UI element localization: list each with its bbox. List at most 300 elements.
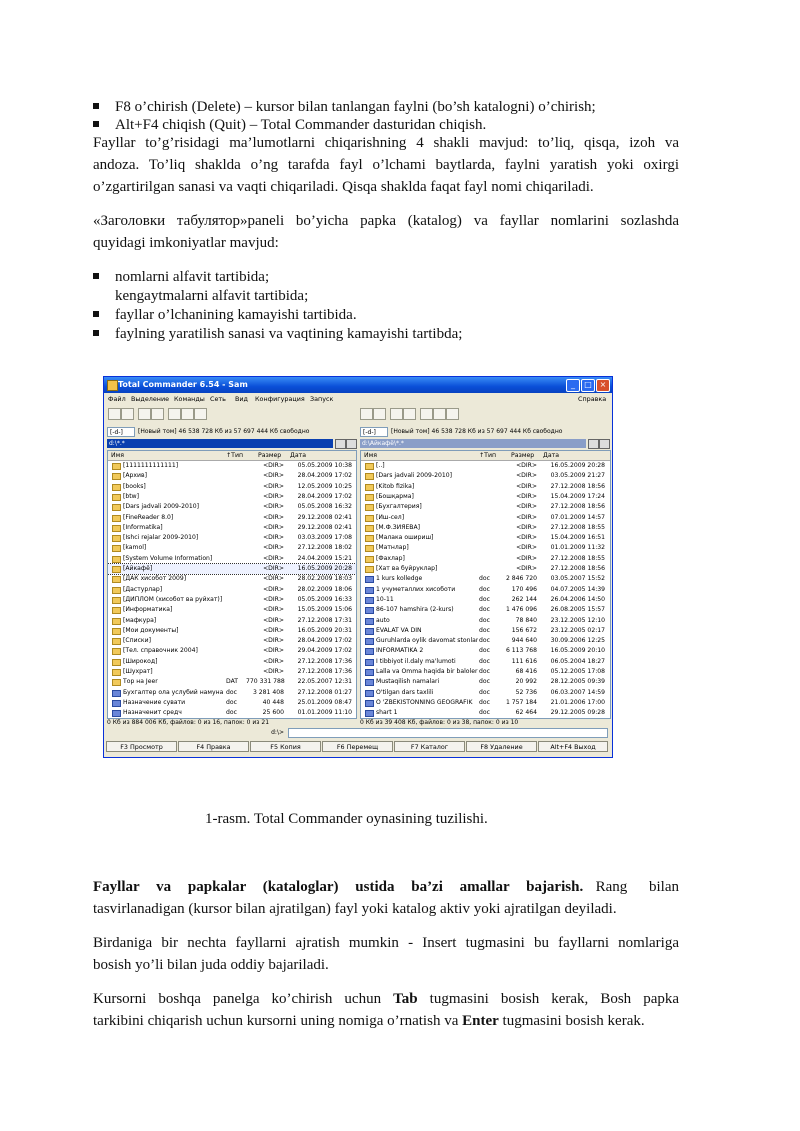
file-ext: doc [226, 688, 237, 696]
minimize-icon[interactable]: _ [566, 379, 580, 392]
header-size[interactable]: Размер [258, 452, 282, 459]
file-date: 29.04.2009 17:02 [297, 647, 352, 655]
file-date: 06.05.2004 18:27 [550, 657, 605, 665]
folder-icon [365, 463, 374, 470]
file-date: 29.12.2005 09:28 [550, 709, 605, 717]
paragraph-line: «Заголовки табулятор»paneli bo’yicha papka (katalog) va fayllar nomlarini sozlashda [93, 213, 679, 229]
file-name: EVALAT VA DIN [376, 626, 422, 634]
folder-icon [365, 504, 374, 511]
file-size: <DIR> [263, 472, 284, 480]
up-icon[interactable] [446, 408, 459, 420]
file-size: <DIR> [516, 554, 537, 562]
file-name: Бухгалтер ола услубий намуна [123, 688, 224, 696]
file-ext: doc [479, 688, 490, 696]
file-row[interactable] [361, 502, 610, 512]
drive-e-icon[interactable] [151, 408, 164, 420]
bullet-square-icon [93, 103, 99, 109]
file-size: <DIR> [516, 523, 537, 531]
file-size: <DIR> [263, 513, 284, 521]
folder-icon [112, 628, 121, 635]
file-date: 25.01.2009 08:47 [297, 698, 352, 706]
file-row[interactable] [108, 688, 356, 698]
folder-icon [112, 556, 121, 563]
file-row[interactable] [361, 616, 610, 626]
file-row[interactable] [108, 513, 356, 523]
file-size: <DIR> [263, 492, 284, 500]
paragraph-line: Birdaniga bir nechta fayllarni ajratish mumkin - Insert tugmasini bu fayllarni nomlariga [93, 935, 679, 951]
folder-icon [365, 545, 374, 552]
file-size: 170 496 [511, 585, 537, 593]
file-name: shart 1 [376, 709, 398, 717]
drive-d-icon[interactable] [390, 408, 403, 420]
list-text: fayllar o’lchanining kamayishi tartibida. [115, 307, 357, 323]
file-size: <DIR> [516, 462, 537, 469]
file-ext: doc [479, 709, 490, 717]
history-icon[interactable] [335, 439, 346, 449]
folder-icon [112, 618, 121, 625]
folder-icon [365, 515, 374, 522]
left-file-panel[interactable] [107, 450, 357, 719]
folder-icon [365, 525, 374, 532]
file-date: 16.05.2009 20:28 [297, 565, 352, 572]
file-size: <DIR> [263, 637, 284, 645]
file-ext: doc [479, 616, 490, 624]
file-ext: doc [479, 698, 490, 706]
file-name: Тор на Jeer [123, 678, 158, 686]
file-date: 15.04.2009 17:24 [550, 492, 605, 500]
folder-icon [112, 494, 121, 501]
bullet-square-icon [93, 330, 99, 336]
file-name: [Хат ва буйруклар] [376, 565, 438, 572]
file-ext: doc [479, 678, 490, 686]
folder-icon [365, 556, 374, 563]
file-name: [FineReader 8.0] [123, 513, 174, 521]
file-date: 06.03.2007 14:59 [550, 688, 605, 696]
folder-icon [112, 535, 121, 542]
file-date: 21.01.2006 17:00 [550, 698, 605, 706]
file-name: [Иш-сел] [376, 513, 405, 521]
file-row[interactable] [361, 523, 610, 533]
file-size: <DIR> [263, 534, 284, 542]
document-icon [365, 607, 374, 614]
file-size: <DIR> [263, 554, 284, 562]
file-row[interactable] [108, 708, 356, 718]
bullet-text: Alt+F4 chiqish (Quit) – Total Commander dasturidan chiqish. [115, 117, 487, 133]
menu-item[interactable]: Сеть [210, 395, 226, 403]
paragraph-line: andoza. To’liq shaklda o’ng tarafda fayl o’lchami baytlarda, faylni yaratish yoki oxirgi [93, 157, 679, 173]
file-name: [мафкура] [123, 616, 157, 624]
file-name: [ДАК хисобот 2009] [123, 575, 187, 583]
file-date: 27.12.2008 18:55 [550, 554, 605, 562]
drive-a-icon[interactable] [360, 408, 373, 420]
file-name: O'tilgan dars taxlili [376, 688, 434, 696]
folder-icon [365, 473, 374, 480]
app-icon [107, 380, 118, 391]
header-date[interactable]: Дата [543, 452, 560, 459]
drive-f-icon[interactable] [168, 408, 181, 420]
document-icon [365, 669, 374, 676]
left-drive-select[interactable]: [-d-] [107, 427, 135, 437]
folder-icon [112, 638, 121, 645]
file-date: 28.04.2009 17:02 [297, 637, 352, 645]
bullet-square-icon [93, 121, 99, 127]
menu-item[interactable]: Выделение [131, 395, 170, 403]
folder-icon [112, 566, 121, 573]
left-status-bar: 0 Кб из 884 006 Кб, файлов: 0 из 16, папок: 0 из 21 [107, 719, 270, 726]
root-icon[interactable] [181, 408, 194, 420]
folder-icon [112, 515, 121, 522]
file-name: Назначение сувати [123, 698, 186, 706]
folder-icon [112, 463, 121, 470]
file-row[interactable] [108, 626, 356, 636]
file-ext: doc [479, 595, 490, 603]
folder-icon [112, 504, 121, 511]
file-date: 23.12.2005 02:17 [550, 626, 605, 634]
file-date: 16.05.2009 20:10 [550, 647, 605, 655]
file-row[interactable] [108, 574, 356, 584]
file-size: <DIR> [263, 503, 284, 511]
file-size: <DIR> [263, 544, 284, 552]
file-date: 28.02.2009 18:06 [297, 585, 352, 593]
dropdown-icon[interactable] [599, 439, 610, 449]
f6-move-button[interactable]: F6 Перемещ [322, 741, 393, 752]
file-name: 86-107 hamshira (2-kurs) [376, 606, 454, 614]
file-row[interactable] [108, 502, 356, 512]
file-name: [books] [123, 482, 146, 490]
window-title: Total Commander 6.54 - Sam [118, 380, 248, 389]
folder-icon [365, 494, 374, 501]
file-name: [ДИПЛОМ (хисобот ва руйхат)] [123, 595, 223, 603]
file-name: 1 kurs kolledge [376, 575, 423, 583]
header-type[interactable]: ↑Тип [226, 452, 244, 459]
folder-icon [112, 484, 121, 491]
file-date: 23.12.2005 12:10 [550, 616, 605, 624]
file-row[interactable] [108, 461, 356, 471]
file-row[interactable] [108, 482, 356, 492]
file-row[interactable] [361, 564, 610, 574]
file-row[interactable] [108, 492, 356, 502]
file-size: <DIR> [516, 472, 537, 480]
paragraph-text: tarkibini chiqarish uchun kursorni uning nomiga o’rnatish va [93, 1013, 459, 1029]
header-date[interactable]: Дата [290, 452, 307, 459]
file-row[interactable] [361, 657, 610, 667]
header-name[interactable]: Имя [111, 452, 125, 459]
paragraph-text: Rang bilan [595, 879, 679, 895]
history-icon[interactable] [588, 439, 599, 449]
file-name: Назначенит средч [123, 709, 182, 717]
file-date: 15.05.2009 15:06 [297, 606, 352, 614]
file-size: 20 992 [515, 678, 537, 686]
title-bar [104, 377, 612, 393]
file-date: 05.05.2009 10:38 [297, 462, 352, 469]
file-row[interactable] [361, 595, 610, 605]
file-name: [Айкафё] [123, 565, 153, 572]
file-name: INFORMATIKA 2 [376, 647, 424, 655]
file-name: [Архив] [123, 472, 147, 480]
folder-icon [112, 607, 121, 614]
file-row[interactable] [361, 482, 610, 492]
file-row[interactable] [108, 657, 356, 667]
file-name: [Списки] [123, 637, 151, 645]
bullet-square-icon [93, 311, 99, 317]
file-row[interactable] [108, 585, 356, 595]
file-row[interactable] [108, 605, 356, 615]
file-row[interactable] [361, 543, 610, 553]
file-size: <DIR> [263, 482, 284, 490]
maximize-icon[interactable]: □ [581, 379, 595, 392]
file-date: 30.09.2006 12:25 [550, 637, 605, 645]
f7-mkdir-button[interactable]: F7 Каталог [394, 741, 465, 752]
paragraph-line: bosish yo’li bilan juda oddiy bajariladi. [93, 957, 329, 973]
file-size: <DIR> [516, 513, 537, 521]
key-name: Tab [393, 991, 418, 1007]
file-ext: doc [479, 647, 490, 655]
file-size: 78 840 [515, 616, 537, 624]
drive-c-icon[interactable] [373, 408, 386, 420]
file-name: Guruhlarda oylik davomat stonlar [376, 637, 478, 645]
file-row[interactable] [361, 708, 610, 718]
file-name: I tibbiyot il.daly ma'lumoti [376, 657, 456, 665]
file-date: 26.08.2005 15:57 [550, 606, 605, 614]
file-row[interactable] [361, 492, 610, 502]
file-row[interactable] [108, 523, 356, 533]
document-icon [365, 659, 374, 666]
paragraph-line [93, 1010, 679, 1032]
file-name: [btw] [123, 492, 139, 500]
file-name: Mustaqilish namalari [376, 678, 440, 686]
menu-item[interactable]: Файл [108, 395, 126, 403]
up-icon[interactable] [194, 408, 207, 420]
document-icon [365, 690, 374, 697]
figure-caption: 1-rasm. Total Commander oynasining tuzilishi. [205, 811, 488, 827]
file-date: 03.05.2009 21:27 [550, 472, 605, 480]
file-date: 28.04.2009 17:02 [297, 472, 352, 480]
file-name: [kamol] [123, 544, 147, 552]
file-row[interactable] [361, 667, 610, 677]
bullet-square-icon [93, 273, 99, 279]
file-row[interactable] [361, 533, 610, 543]
file-size: <DIR> [263, 585, 284, 593]
drive-d-icon[interactable] [138, 408, 151, 420]
file-date: 15.04.2009 16:51 [550, 534, 605, 542]
file-date: 22.05.2007 12:31 [297, 678, 352, 686]
folder-icon [112, 648, 121, 655]
folder-icon [112, 587, 121, 594]
paragraph-text: tugmasini bosish kerak. [502, 1013, 645, 1029]
file-row[interactable] [361, 626, 610, 636]
document-icon [365, 648, 374, 655]
file-row[interactable] [361, 471, 610, 481]
file-name: [Ishci rejalar 2009-2010] [123, 534, 199, 542]
close-icon[interactable]: × [596, 379, 610, 392]
folder-icon [365, 484, 374, 491]
file-name: [System Volume Information] [123, 554, 213, 562]
file-name: [Dars jadvali 2009-2010] [123, 503, 199, 511]
file-size: <DIR> [516, 565, 537, 572]
function-key-bar [106, 741, 608, 753]
file-row[interactable] [361, 646, 610, 656]
file-size: 944 640 [511, 637, 537, 645]
file-name: [Бухгалтерия] [376, 503, 422, 511]
file-date: 24.04.2009 15:21 [297, 554, 352, 562]
file-ext: doc [479, 575, 490, 583]
file-row[interactable] [361, 513, 610, 523]
file-size: 40 448 [262, 698, 284, 706]
file-row[interactable] [361, 605, 610, 615]
paragraph-line [93, 876, 679, 898]
file-size: 1 476 096 [505, 606, 537, 614]
drive-f-icon[interactable] [420, 408, 433, 420]
f4-edit-button[interactable]: F4 Правка [178, 741, 249, 752]
file-ext: doc [479, 585, 490, 593]
bullet-text: F8 o’chirish (Delete) – kursor bilan tanlangan faylni (bo’sh katalogni) o’chirish; [115, 99, 596, 115]
menu-item[interactable]: Команды [174, 395, 205, 403]
folder-icon [112, 659, 121, 666]
file-row[interactable] [361, 554, 610, 564]
f8-delete-button[interactable]: F8 Удаление [466, 741, 537, 752]
document-icon [112, 710, 121, 717]
file-row[interactable] [361, 636, 610, 646]
drive-a-icon[interactable] [108, 408, 121, 420]
file-size: 25 600 [262, 709, 284, 717]
file-date: 27.12.2008 18:55 [550, 523, 605, 531]
paragraph-text: tugmasini bosish kerak, Bosh papka [429, 991, 680, 1007]
folder-icon [365, 535, 374, 542]
file-date: 28.02.2009 18:03 [297, 575, 352, 583]
file-size: <DIR> [263, 668, 284, 675]
file-size: <DIR> [263, 523, 284, 531]
column-headers [108, 451, 356, 461]
document-icon [365, 710, 374, 717]
file-row[interactable] [361, 585, 610, 595]
header-type[interactable]: ↑Тип [479, 452, 497, 459]
menu-item[interactable]: Конфигурация [255, 395, 305, 403]
left-path-bar[interactable]: d:\*.* [107, 439, 333, 448]
paragraph-line: tasvirlanadigan (kursor bilan ajratilgan) fayl yoki katalog aktiv yoki ajratilgan deyiladi. [93, 901, 617, 917]
file-date: 26.04.2006 14:50 [550, 595, 605, 603]
file-ext: doc [226, 698, 237, 706]
file-row[interactable] [108, 564, 356, 574]
file-row[interactable] [108, 667, 356, 677]
right-file-panel[interactable] [360, 450, 611, 719]
folder-icon [112, 669, 121, 676]
left-drive-info: [Новый том] 46 538 728 Кб из 57 697 444 Кб свободно [138, 428, 310, 435]
file-name: 10-11 [376, 595, 394, 603]
file-date: 04.07.2005 14:39 [550, 585, 605, 593]
file-row[interactable] [361, 688, 610, 698]
paragraph-line: o’zgartirilgan sanasi va vaqti chiqariladi. Qisqa shaklda faqat fayl nomi chiqariladi. [93, 179, 594, 195]
file-name: [Фахлар] [376, 554, 405, 562]
file-date: 27.12.2008 17:31 [297, 616, 352, 624]
file-name: [Тел. справочник 2004] [123, 647, 198, 655]
total-commander-window [103, 376, 613, 758]
document-icon [112, 700, 121, 707]
file-name: O 'ZBEKISTONNING GEOGRAFIK [376, 698, 473, 706]
file-row[interactable] [108, 698, 356, 708]
file-row[interactable] [361, 698, 610, 708]
document-icon [365, 576, 374, 583]
file-size: <DIR> [263, 575, 284, 583]
file-size: 52 736 [515, 688, 537, 696]
file-size: 111 616 [511, 657, 537, 665]
document-icon [112, 690, 121, 697]
file-row[interactable] [108, 543, 356, 553]
file-size: <DIR> [263, 626, 284, 634]
file-row[interactable] [108, 554, 356, 564]
file-ext: doc [479, 606, 490, 614]
file-row[interactable] [108, 677, 356, 687]
left-drive-toolbar [108, 408, 358, 420]
file-size: 68 416 [515, 668, 537, 675]
file-size: <DIR> [516, 492, 537, 500]
menu-bar [104, 394, 612, 404]
file-name: [Широкод] [123, 657, 158, 665]
drive-c-icon[interactable] [121, 408, 134, 420]
paragraph-line [93, 988, 679, 1010]
file-row[interactable] [361, 574, 610, 584]
header-name[interactable]: Имя [364, 452, 378, 459]
file-date: 27.12.2008 18:56 [550, 565, 605, 572]
right-drive-toolbar [360, 408, 610, 420]
file-name: 1 учуметаллиx хисоботи [376, 585, 456, 593]
file-row[interactable] [108, 636, 356, 646]
command-line-input[interactable] [288, 728, 608, 738]
file-date: 27.12.2008 18:02 [297, 544, 352, 552]
file-row[interactable] [108, 471, 356, 481]
file-ext: doc [479, 657, 490, 665]
f5-copy-button[interactable]: F5 Копия [250, 741, 321, 752]
paragraph-text: Kursorni boshqa panelga ko’chirish uchun [93, 991, 382, 1007]
file-date: 28.12.2005 09:39 [550, 678, 605, 686]
file-row[interactable] [361, 461, 610, 471]
file-name: [Информатика] [123, 606, 173, 614]
document-icon [365, 587, 374, 594]
menu-item-help[interactable]: Справка [578, 395, 607, 403]
dropdown-icon[interactable] [346, 439, 357, 449]
right-path-bar[interactable]: d:\Айкафё\*.* [360, 439, 586, 448]
file-size: <DIR> [263, 647, 284, 655]
document-icon [112, 679, 121, 686]
altf4-exit-button[interactable]: Alt+F4 Выход [538, 741, 608, 752]
f3-view-button[interactable]: F3 Просмотр [106, 741, 177, 752]
file-name: [Kitob fizika] [376, 482, 415, 490]
file-date: 27.12.2008 18:56 [550, 482, 605, 490]
drive-e-icon[interactable] [403, 408, 416, 420]
folder-icon [365, 566, 374, 573]
file-name: auto [376, 616, 390, 624]
file-row[interactable] [108, 533, 356, 543]
file-size: <DIR> [516, 482, 537, 490]
menu-item[interactable]: Запуск [310, 395, 334, 403]
header-size[interactable]: Размер [511, 452, 535, 459]
menu-item[interactable]: Вид [235, 395, 248, 403]
file-row[interactable] [108, 646, 356, 656]
file-name: [Бошқарма] [376, 492, 414, 500]
root-icon[interactable] [433, 408, 446, 420]
paragraph-line: quyidagi imkoniyatlar mavjud: [93, 235, 279, 251]
file-name: [Dars jadvali 2009-2010] [376, 472, 452, 480]
file-row[interactable] [108, 595, 356, 605]
file-size: <DIR> [516, 534, 537, 542]
file-row[interactable] [108, 616, 356, 626]
folder-icon [112, 597, 121, 604]
file-date: 01.01.2009 11:32 [550, 544, 605, 552]
file-date: 27.12.2008 17:36 [297, 668, 352, 675]
file-date: 29.12.2008 02:41 [297, 523, 352, 531]
right-drive-select[interactable]: [-d-] [360, 427, 388, 437]
file-date: 12.05.2009 10:25 [297, 482, 352, 490]
file-row[interactable] [361, 677, 610, 687]
